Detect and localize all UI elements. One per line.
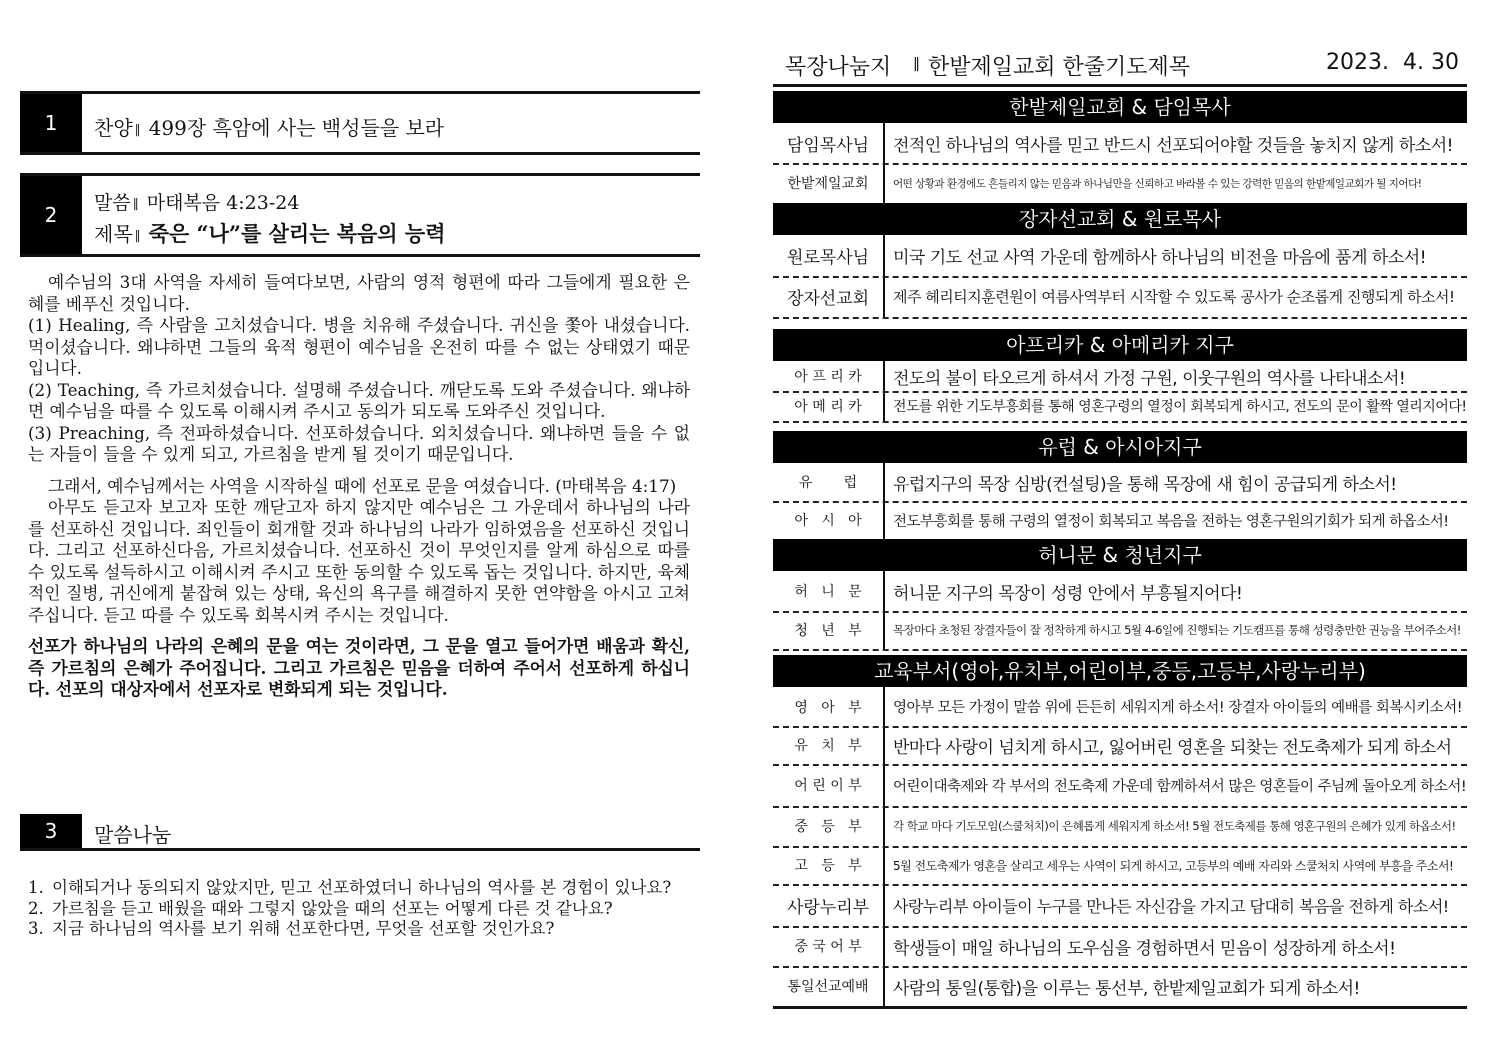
header-title: 한밭제일교회 한줄기도제목: [928, 55, 1191, 80]
prayer-row-text: 전도부흥회를 통해 구령의 열정이 회복되고 복음을 전하는 영혼구원의기회가 되게 하옵소서!: [893, 513, 1449, 530]
scripture-line: [94, 188, 299, 215]
prayer-row: [773, 687, 1467, 728]
row-divider: [883, 361, 885, 391]
prayer-row: [773, 846, 1467, 886]
prayer-row: [773, 235, 1467, 278]
prayer-row: [773, 571, 1467, 613]
prayer-group-header: 아프리카 & 아메리카 지구: [773, 329, 1467, 361]
prayer-row-text: 반마다 사랑이 넘치게 하시고, 잃어버린 영혼을 되찾는 전도축제가 되게 하소서: [893, 737, 1452, 758]
prayer-row-label: 청 년 부: [794, 623, 862, 639]
prayer-row-text: 각 학교 마다 기도모임(스쿨처치)이 은혜롭게 세워지게 하소서! 5월 전도축제를 통해 영혼구원의 은혜가 있게 하옵소서!: [893, 819, 1456, 833]
prayer-row-text: 어린이대축제와 각 부서의 전도축제 가운데 함께하셔서 많은 영혼들이 주님께 돌아오게 하소서!: [893, 778, 1467, 795]
row-divider: [883, 391, 885, 421]
sermon-body: [28, 272, 690, 701]
prayer-row-label: 중 국 어 부: [794, 939, 862, 955]
header-date: 2023. 4. 30: [1326, 50, 1459, 75]
prayer-row-label: 장자선교회: [786, 289, 870, 309]
row-divider: [883, 501, 885, 539]
question-item: 2. 가르침을 듣고 배웠을 때와 그렇지 않았을 때의 선포는 어떻게 다른 것 같나요?: [28, 898, 613, 918]
prayer-group-header: 유럽 & 아시아지구: [773, 431, 1467, 463]
row-divider: [883, 235, 885, 276]
bold-summary: 선포가 하나님의 나라의 은혜의 문을 여는 것이라면, 그 문을 열고 들어가면 배움과 확신, 즉 가르침의 은혜가 주어집니다. 그리고 가르침은 믿음을 더하여 주어서 선포하게 하십니다. 선포의 대상자에서 선포자로 변화되게 되는 것입니다.: [28, 636, 690, 699]
section-1-praise: [20, 91, 700, 155]
praise-hymn: 499장 흑암에 사는 백성들을 보라: [148, 116, 445, 140]
prayer-row-text: 전도의 불이 타오르게 하셔서 가정 구원, 이웃구원의 역사를 나타내소서!: [893, 368, 1406, 389]
row-divider: [883, 571, 885, 611]
header-left: 목장나눔지: [785, 55, 892, 80]
prayer-row-text: 5월 전도축제가 영혼을 살리고 세우는 사역이 되게 하시고, 고등부의 예배 자리와 스쿨처치 사역에 부흥을 주소서!: [893, 858, 1454, 873]
prayer-row-label: 원로목사님: [786, 248, 870, 268]
prayer-row-label: 사랑누리부: [786, 897, 870, 918]
question-item: 1. 이해되거나 동의되지 않았지만, 믿고 선포하였더니 하나님의 역사를 본 경험이 있나요?: [28, 878, 672, 897]
row-divider: [883, 806, 885, 846]
prayer-row: [773, 501, 1467, 541]
prayer-row-text: 전적인 하나님의 역사를 믿고 반드시 선포되어야할 것들을 놓치지 않게 하소서!: [893, 135, 1453, 156]
prayer-row-label: 담임목사님: [786, 135, 870, 156]
discussion-questions: [28, 878, 690, 940]
prayer-row: [773, 391, 1467, 423]
prayer-row-text: 전도를 위한 기도부흥회를 통해 영혼구령의 열정이 회복되게 하시고, 전도의 문이 활짝 열리지어다!: [893, 399, 1467, 415]
prayer-row-label: 통일선교예배: [787, 979, 869, 995]
prayer-row-text: 사람의 통일(통합)을 이루는 통선부, 한밭제일교회가 되게 하소서!: [893, 978, 1360, 999]
title-label: 제목: [94, 222, 133, 246]
prayer-row: [773, 926, 1467, 968]
prayer-row: [773, 966, 1467, 1009]
section-number: 1: [20, 94, 82, 152]
row-divider: [883, 726, 885, 764]
header-rule: [773, 84, 1467, 87]
prayer-row-text: 유럽지구의 목장 심방(컨설팅)을 통해 목장에 새 힘이 공급되게 하소서!: [893, 474, 1397, 495]
prayer-row-label: 허 니 문: [794, 584, 862, 600]
left-page: [20, 0, 700, 1061]
section-number: 3: [20, 814, 82, 848]
divider-mark: ‖: [134, 228, 141, 242]
prayer-row-label: 아 메 리 카: [794, 399, 862, 415]
section-3-discussion: [20, 814, 700, 851]
divider-mark: ‖: [134, 122, 141, 136]
row-divider: [883, 884, 885, 926]
row-divider: [883, 463, 885, 501]
row-divider: [883, 846, 885, 884]
body-paragraph: 예수님의 3대 사역을 자세히 들여다보면, 사람의 영적 형편에 따라 그들에게 필요한 은혜를 베푸신 것입니다.: [28, 272, 690, 314]
prayer-row-text: 목장마다 초청된 장결자들이 잘 정착하게 하시고 5월 4-6일에 진행되는 기도캠프를 통해 성령충만한 권능을 부어주소서!: [893, 623, 1461, 637]
page-header: [783, 50, 1467, 82]
body-paragraph: 그래서, 예수님께서는 사역을 시작하실 때에 선포로 문을 여셨습니다. (마태복음 4:17): [48, 475, 677, 496]
question-item: 3. 지금 하나님의 역사를 보기 위해 선포한다면, 무엇을 선포할 것인가요?: [28, 919, 555, 938]
prayer-row-label: 유 럽: [798, 475, 858, 491]
prayer-row: [773, 123, 1467, 165]
scripture-ref: 마태복음 4:23-24: [146, 192, 300, 214]
prayer-row-label: 아 시 아: [794, 513, 862, 529]
prayer-row-label: 영 아 부: [794, 699, 862, 716]
title-line: [94, 218, 445, 248]
prayer-row-text: 미국 기도 선교 사역 가운데 함께하사 하나님의 비전을 마음에 품게 하소서!: [893, 248, 1427, 268]
prayer-row: [773, 611, 1467, 651]
body-paragraph: 아무도 듣고자 보고자 또한 깨닫고자 하지 않지만 예수님은 그 가운데서 하나님의 나라를 선포하신 것입니다. 죄인들이 회개할 것과 하나님의 나라가 임하였음을 선포하신 것입니다. 그리고 선포하신다음, 가르치셨습니다. 선포하신 것이 무엇인지를 알게 하심으로 따를 수 있도록 설득하시고 이해시켜 주시고 또한 동의할 수 있도록 돕는 것입니다. 하지만, 육체적인 질병, 귀신에게 붙잡혀 있는 상태, 육신의 욕구를 해결하지 못한 연약함을 아시고 고쳐 주십니다. 듣고 따를 수 있도록 회복시켜 주시는 것입니다.: [28, 497, 690, 625]
prayer-row: [773, 276, 1467, 319]
prayer-row: [773, 163, 1467, 205]
prayer-row-text: 영아부 모든 가정이 말씀 위에 든든히 세워지게 하소서! 장결자 아이들의 예배를 회복시키소서!: [893, 700, 1463, 716]
row-divider: [883, 123, 885, 163]
row-divider: [883, 611, 885, 649]
divider-mark: ‖: [913, 56, 920, 72]
praise-label: 찬양: [94, 116, 133, 140]
sermon-title: 죽은 “나”를 살리는 복음의 능력: [148, 221, 446, 246]
prayer-row: [773, 884, 1467, 928]
body-paragraph: (1) Healing, 즉 사람을 고치셨습니다. 병을 치유해 주셨습니다. 귀신을 쫓아 내셨습니다. 먹이셨습니다. 왜냐하면 그들의 육적 형편이 예수님을 온전히 따를 수 없는 상태였기 때문입니다.: [28, 315, 690, 378]
prayer-row: [773, 726, 1467, 766]
prayer-group-header: 장자선교회 & 원로목사: [773, 203, 1467, 235]
prayer-row: [773, 463, 1467, 503]
prayer-row-label: 고 등 부: [794, 858, 862, 874]
divider-mark: ‖: [132, 196, 139, 210]
prayer-row: [773, 806, 1467, 848]
prayer-row: [773, 764, 1467, 808]
body-paragraph: (2) Teaching, 즉 가르치셨습니다. 설명해 주셨습니다. 깨닫도록 도와 주셨습니다. 왜냐하면 예수님을 따를 수 있도록 이해시켜 주시고 동의가 되도록 도와주신 것입니다.: [28, 379, 690, 421]
prayer-row-text: 어떤 상황과 환경에도 흔들리지 않는 믿음과 하나님만을 신뢰하고 바라볼 수 있는 강력한 믿음의 한밭제일교회가 될 지어다!: [893, 177, 1422, 190]
section-2-sermon: [20, 173, 700, 257]
discussion-label: 말씀나눔: [94, 823, 172, 847]
prayer-row-label: 유 치 부: [794, 738, 862, 754]
prayer-group-header: 허니문 & 청년지구: [773, 539, 1467, 571]
prayer-row-text: 사랑누리부 아이들이 누구를 만나든 자신감을 가지고 담대히 복음을 전하게 하소서!: [893, 896, 1449, 916]
row-divider: [883, 764, 885, 806]
row-divider: [883, 926, 885, 966]
row-divider: [883, 687, 885, 726]
praise-line: [94, 112, 444, 141]
prayer-group-header: 교육부서(영아,유치부,어린이부,중등,고등부,사랑누리부): [773, 655, 1467, 687]
prayer-row: [773, 361, 1467, 393]
row-divider: [883, 966, 885, 1006]
prayer-row-text: 제주 헤리티지훈련원이 여름사역부터 시작할 수 있도록 공사가 순조롭게 진행되게 하소서!: [893, 288, 1455, 306]
prayer-group-header: 한밭제일교회 & 담임목사: [773, 91, 1467, 123]
row-divider: [883, 276, 885, 317]
section-number: 2: [20, 176, 82, 254]
prayer-row-text: 학생들이 매일 하나님의 도우심을 경험하면서 믿음이 성장하게 하소서!: [893, 938, 1396, 959]
scripture-label: 말씀: [94, 192, 131, 214]
prayer-row-label: 중 등 부: [794, 819, 862, 835]
prayer-row-text: 허니문 지구의 목장이 성령 안에서 부흥될지어다!: [893, 583, 1243, 604]
prayer-row-label: 한밭제일교회: [787, 176, 869, 192]
prayer-row-label: 아 프 리 카: [794, 369, 862, 385]
row-divider: [883, 163, 885, 203]
body-paragraph: (3) Preaching, 즉 전파하셨습니다. 선포하셨습니다. 외치셨습니다. 왜냐하면 들을 수 없는 자들이 들을 수 있게 되고, 가르침을 받게 될 것이기 때문입니다.: [28, 422, 690, 464]
prayer-row-label: 어 린 이 부: [794, 778, 862, 794]
